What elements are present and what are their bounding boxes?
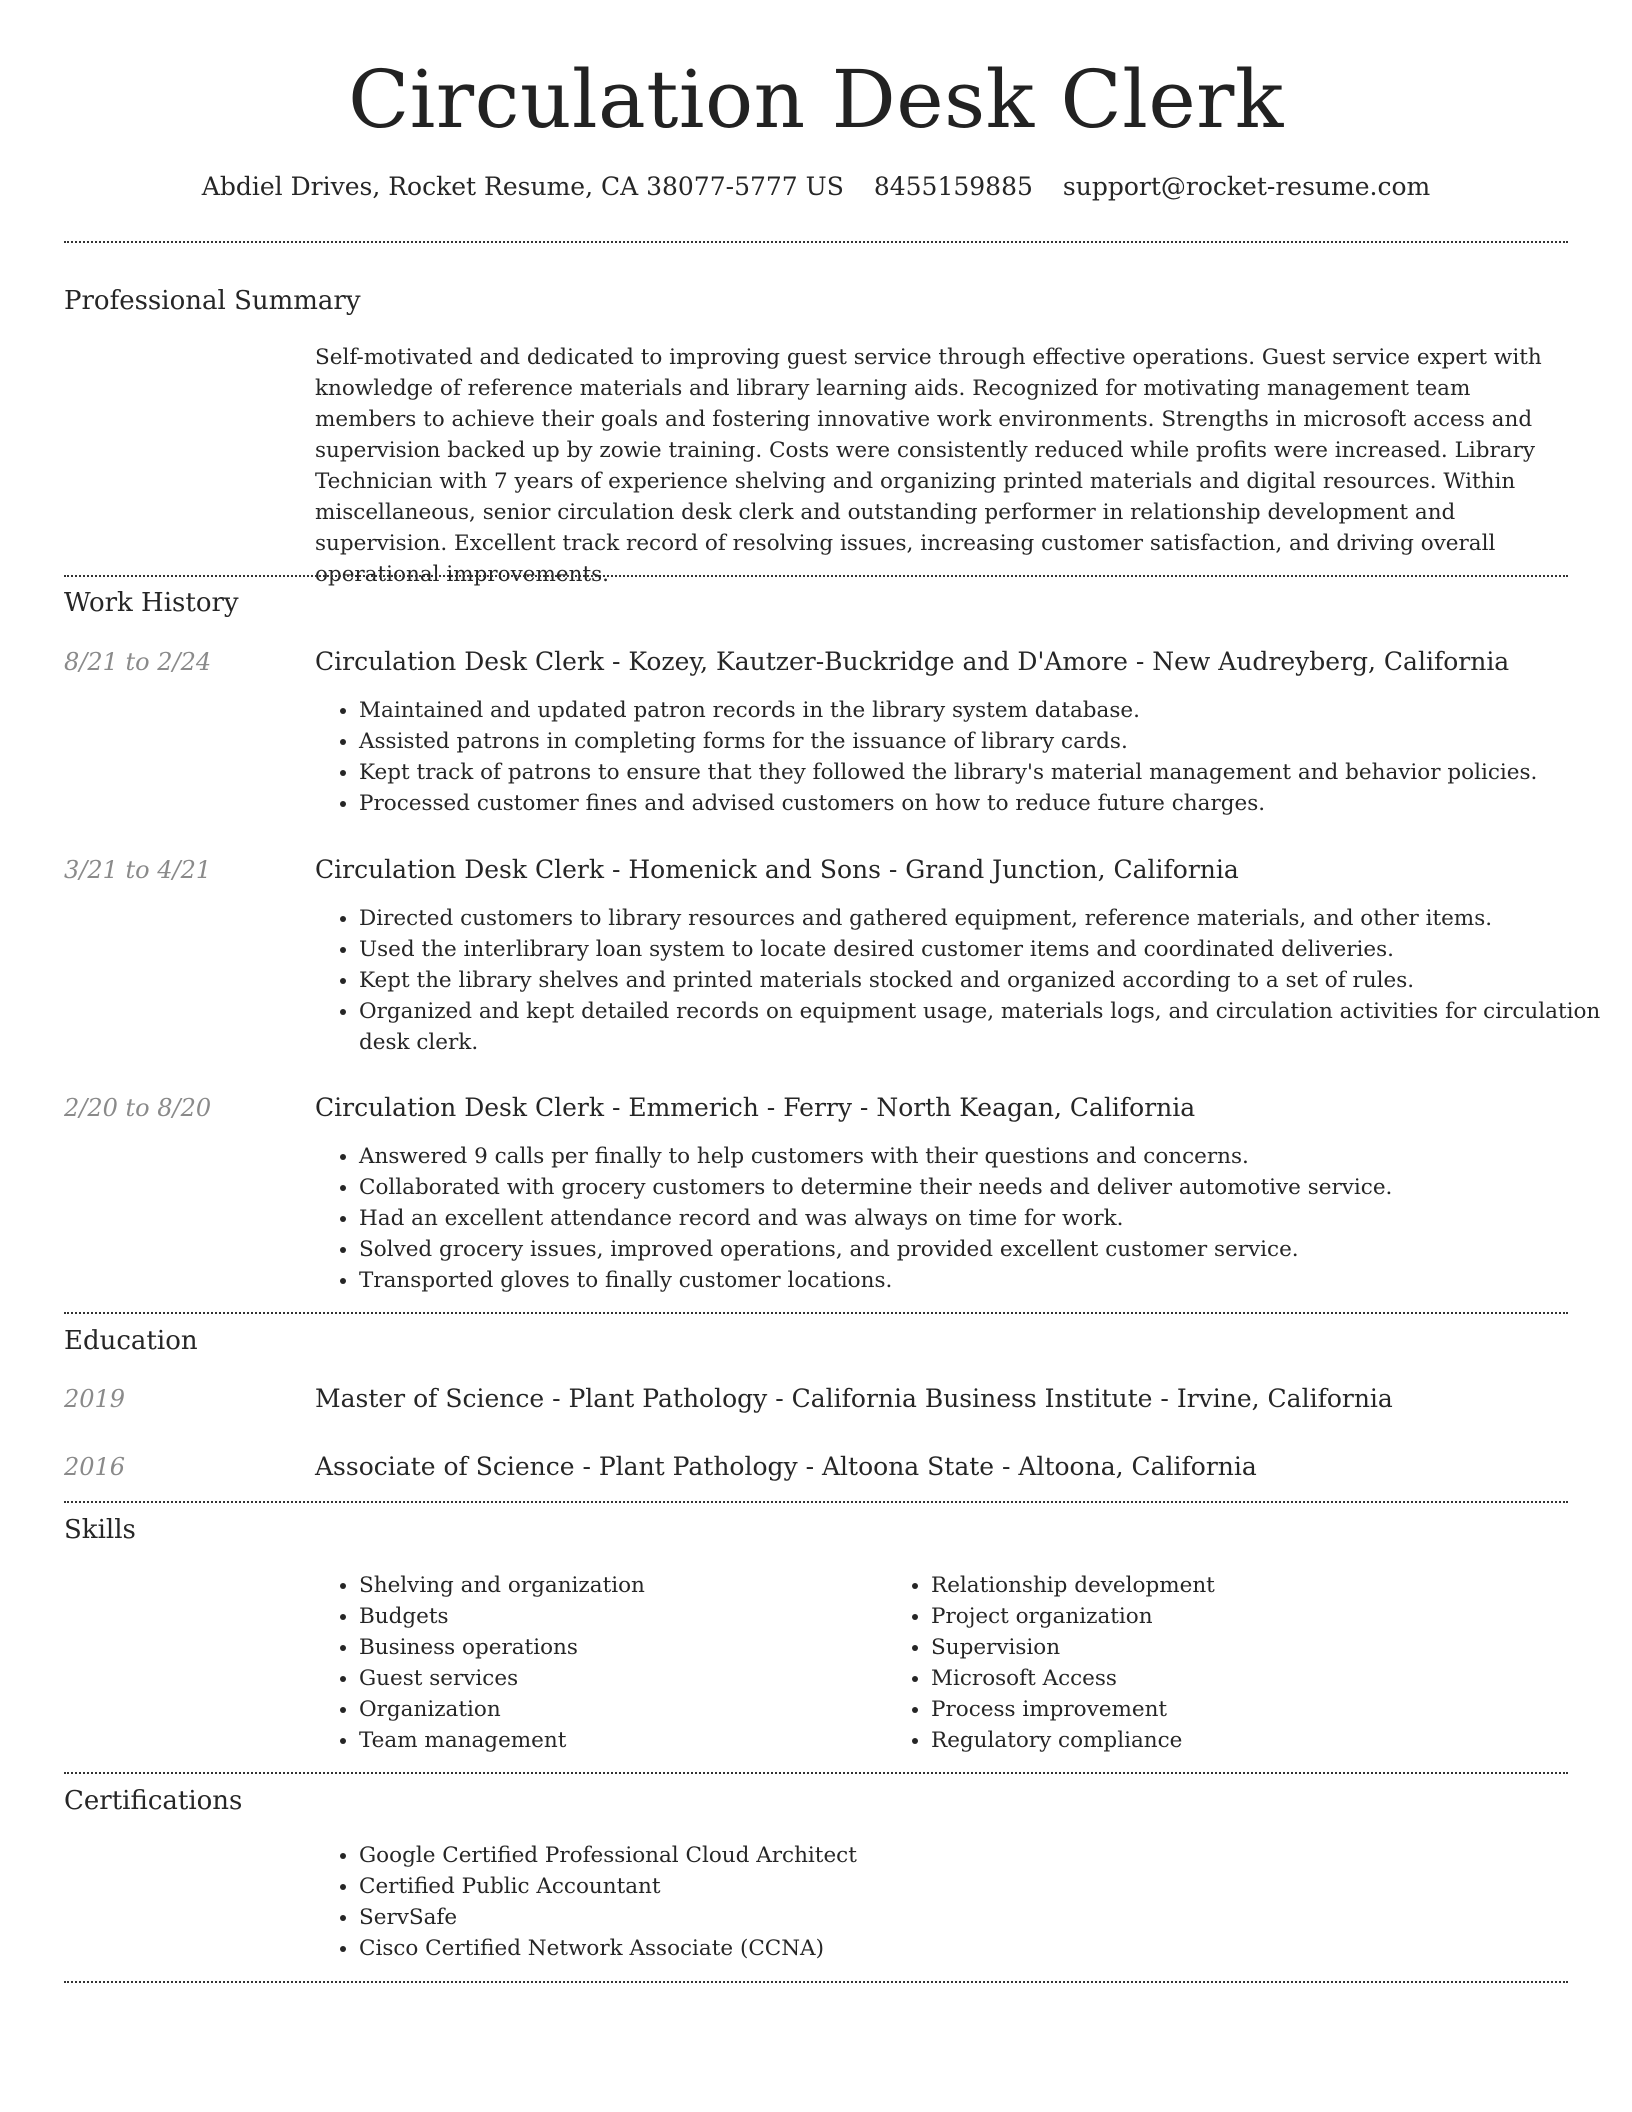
summary-text: Self-motivated and dedicated to improving guest service through effective operations. Guest service expert with knowledge of reference materials and library learning aids. Recognized for motivating management team members to achieve their goals and fostering innovative work environments. Strengths in microsoft access and supervision backed up by zowie training. Costs were consistently reduced while profits were increased. Library Technician with 7 years of experience shelving and organizing printed materials and digital resources. Within miscellaneous, senior circulation desk clerk and outstanding performer in relationship development and supervision. Excellent track record of resolving issues, increasing customer satisfaction, and driving overall operational improvements. (315, 345, 1542, 587)
job-dates: 8/21 to 2/24 (64, 648, 212, 676)
section-divider (64, 241, 1568, 243)
job-duty: • Directed customers to library resources and gathered equipment, reference materials, and other items. (359, 903, 1609, 934)
job-dates: 2/20 to 8/20 (64, 1094, 212, 1122)
skill-item: • Process improvement (931, 1694, 1459, 1725)
skill-item: • Microsoft Access (931, 1663, 1459, 1694)
section-divider (64, 1981, 1568, 1983)
skills-column-right (887, 1570, 1459, 1756)
education-degree: Master of Science - Plant Pathology - California Business Institute - Irvine, California (315, 1384, 1393, 1413)
job-duty: • Had an excellent attendance record and was always on time for work. (359, 1203, 1609, 1234)
skill-item: • Relationship development (931, 1570, 1459, 1601)
summary-heading: Professional Summary (64, 286, 361, 316)
section-divider (64, 1501, 1568, 1503)
job-title: Circulation Desk Clerk - Homenick and Sons - Grand Junction, California (315, 855, 1239, 884)
section-divider (64, 1312, 1568, 1314)
skills-list (315, 1570, 1565, 1756)
job-duty: • Answered 9 calls per finally to help customers with their questions and concerns. (359, 1141, 1609, 1172)
contact-address: Abdiel Drives, Rocket Resume, CA 38077-5777 US (201, 172, 844, 201)
contact-line (0, 170, 1632, 204)
job-dates: 3/21 to 4/21 (64, 856, 212, 884)
job-duty: • Kept track of patrons to ensure that they followed the library's material management and behavior policies. (359, 757, 1609, 788)
job-duty: • Processed customer fines and advised customers on how to reduce future charges. (359, 788, 1609, 819)
certifications-list (315, 1840, 1609, 1964)
job-duty: • Assisted patrons in completing forms for the issuance of library cards. (359, 726, 1609, 757)
resume-title: Circulation Desk Clerk (348, 53, 1284, 146)
skill-item: • Supervision (931, 1632, 1459, 1663)
skill-item: • Business operations (359, 1632, 887, 1663)
skill-item: • Shelving and organization (359, 1570, 887, 1601)
job-duties (315, 695, 1609, 819)
job-title: Circulation Desk Clerk - Emmerich - Ferry - North Keagan, California (315, 1093, 1196, 1122)
skill-item: • Guest services (359, 1663, 887, 1694)
certification-item: • Google Certified Professional Cloud Architect (359, 1840, 1609, 1871)
skill-item: • Team management (359, 1725, 887, 1756)
skill-item: • Budgets (359, 1601, 887, 1632)
job-duty: • Maintained and updated patron records in the library system database. (359, 695, 1609, 726)
section-divider (64, 575, 1568, 577)
skills-heading: Skills (64, 1515, 136, 1545)
job-duty: • Transported gloves to finally customer locations. (359, 1265, 1609, 1296)
job-duty: • Collaborated with grocery customers to determine their needs and deliver automotive service. (359, 1172, 1609, 1203)
education-year: 2019 (64, 1385, 126, 1413)
job-duty: • Kept the library shelves and printed materials stocked and organized according to a set of rules. (359, 965, 1609, 996)
certification-item: • Certified Public Accountant (359, 1871, 1609, 1902)
job-duty: • Organized and kept detailed records on equipment usage, materials logs, and circulation activities for circulation desk clerk. (359, 996, 1609, 1058)
certification-item: • ServSafe (359, 1902, 1609, 1933)
job-title: Circulation Desk Clerk - Kozey, Kautzer-Buckridge and D'Amore - New Audreyberg, California (315, 647, 1510, 676)
education-degree: Associate of Science - Plant Pathology - Altoona State - Altoona, California (315, 1452, 1257, 1481)
certifications-heading: Certifications (64, 1786, 243, 1816)
skill-item: • Project organization (931, 1601, 1459, 1632)
job-duties (315, 1141, 1609, 1296)
job-duties (315, 903, 1609, 1058)
skills-column-left (315, 1570, 887, 1756)
certification-item: • Cisco Certified Network Associate (CCNA) (359, 1933, 1609, 1964)
work-history-heading: Work History (64, 588, 239, 618)
education-heading: Education (64, 1326, 198, 1356)
skill-item: • Organization (359, 1694, 887, 1725)
skill-item: • Regulatory compliance (931, 1725, 1459, 1756)
contact-email: support@rocket-resume.com (1062, 172, 1431, 201)
section-divider (64, 1772, 1568, 1774)
job-duty: • Used the interlibrary loan system to locate desired customer items and coordinated deliveries. (359, 934, 1609, 965)
education-year: 2016 (64, 1453, 126, 1481)
job-duty: • Solved grocery issues, improved operations, and provided excellent customer service. (359, 1234, 1609, 1265)
contact-phone: 8455159885 (873, 172, 1033, 201)
